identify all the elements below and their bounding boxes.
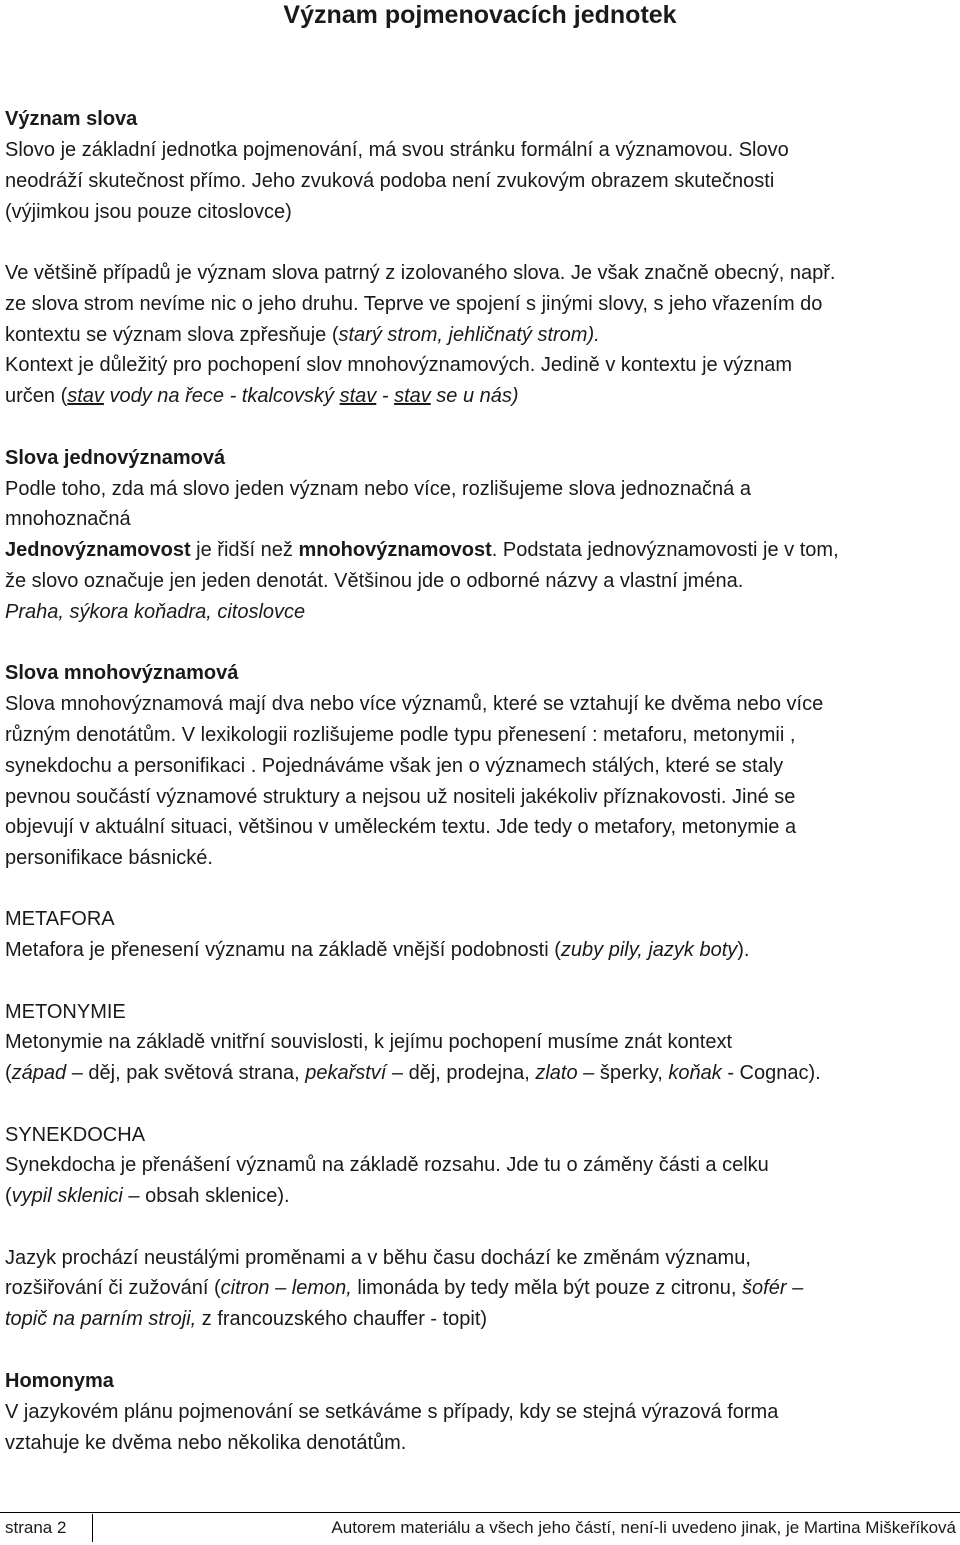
page-number: strana 2: [5, 1518, 67, 1537]
paragraph-line: (západ – děj, pak světová strana, pekařství – děj, prodejna, zlato – šperky, koňak - Cognac).: [5, 1062, 821, 1084]
paragraph-line: Ve většině případů je význam slova patrný z izolovaného slova. Je však značně obecný, např.: [5, 262, 836, 284]
heading-slova-jednovyznamova: Slova jednovýznamová: [5, 447, 226, 469]
paragraph-line: Slovo je základní jednotka pojmenování, má svou stránku formální a významovou. Slovo: [5, 139, 789, 161]
paragraph-line: Kontext je důležitý pro pochopení slov mnohovýznamových. Jedině v kontextu je význam: [5, 354, 793, 376]
paragraph-line: Synekdocha je přenášení významů na základě rozsahu. Jde tu o záměny části a celku: [5, 1154, 769, 1176]
paragraph-line: (výjimkou jsou pouze citoslovce): [5, 201, 292, 223]
paragraph-line: Jazyk prochází neustálými proměnami a v běhu času dochází ke změnám významu,: [5, 1247, 751, 1269]
heading-synekdocha: SYNEKDOCHA: [5, 1124, 146, 1146]
paragraph-line: určen (stav vody na řece - tkalcovský stav - stav se u nás): [5, 385, 519, 407]
paragraph-line: Podle toho, zda má slovo jeden význam nebo více, rozlišujeme slova jednoznačná a: [5, 478, 751, 500]
example-line: Praha, sýkora koňadra, citoslovce: [5, 601, 306, 623]
paragraph-line: vztahuje ke dvěma nebo několika denotátům.: [5, 1432, 407, 1454]
paragraph-line: personifikace básnické.: [5, 847, 213, 869]
page-title: Význam pojmenovacích jednotek: [283, 1, 677, 29]
paragraph-line: ze slova strom nevíme nic o jeho druhu. Teprve ve spojení s jinými slovy, s jeho vřazením do: [5, 293, 823, 315]
paragraph-line: Metafora je přenesení významu na základě vnější podobnosti (zuby pily, jazyk boty).: [5, 939, 750, 961]
heading-metafora: METAFORA: [5, 908, 115, 930]
paragraph-line: Metonymie na základě vnitřní souvislosti, k jejímu pochopení musíme znát kontext: [5, 1031, 733, 1053]
heading-homonyma: Homonyma: [5, 1370, 114, 1392]
paragraph-line: objevují v aktuální situaci, většinou v uměleckém textu. Jde tedy o metafory, metonymie a: [5, 816, 797, 838]
paragraph-line: různým denotátům. V lexikologii rozlišujeme podle typu přenesení : metaforu, metonymii ,: [5, 724, 796, 746]
paragraph-line: Slova mnohovýznamová mají dva nebo více významů, které se vztahují ke dvěma nebo více: [5, 693, 824, 715]
footer-separator: [92, 1514, 93, 1542]
paragraph-line: neodráží skutečnost přímo. Jeho zvuková podoba není zvukovým obrazem skutečnosti: [5, 170, 775, 192]
heading-metonymie: METONYMIE: [5, 1001, 126, 1023]
footer-divider: [0, 1512, 960, 1513]
paragraph-line: (vypil sklenici – obsah sklenice).: [5, 1185, 290, 1207]
paragraph-line: kontextu se význam slova zpřesňuje (starý strom, jehličnatý strom).: [5, 324, 600, 346]
paragraph-line: Jednovýznamovost je řidší než mnohovýznamovost. Podstata jednovýznamovosti je v tom,: [5, 539, 839, 561]
footer-credit: Autorem materiálu a všech jeho částí, není-li uvedeno jinak, je Martina Miškeříková: [331, 1518, 956, 1537]
paragraph-line: topič na parním stroji, z francouzského chauffer - topit): [5, 1308, 488, 1330]
paragraph-line: V jazykovém plánu pojmenování se setkáváme s případy, kdy se stejná výrazová forma: [5, 1401, 779, 1423]
paragraph-line: pevnou součástí významové struktury a nejsou už nositeli jakékoliv příznakovosti. Jiné se: [5, 786, 796, 808]
paragraph-line: rozšiřování či zužování (citron – lemon, limonáda by tedy měla být pouze z citronu, šofér –: [5, 1277, 804, 1299]
paragraph-line: že slovo označuje jen jeden denotát. Většinou jde o odborné názvy a vlastní jména.: [5, 570, 744, 592]
paragraph-line: mnohoznačná: [5, 508, 131, 530]
paragraph-line: synekdochu a personifikaci . Pojednáváme však jen o významech stálých, které se staly: [5, 755, 784, 777]
heading-vyznam-slova: Význam slova: [5, 108, 138, 130]
heading-slova-mnohovyznamova: Slova mnohovýznamová: [5, 662, 239, 684]
